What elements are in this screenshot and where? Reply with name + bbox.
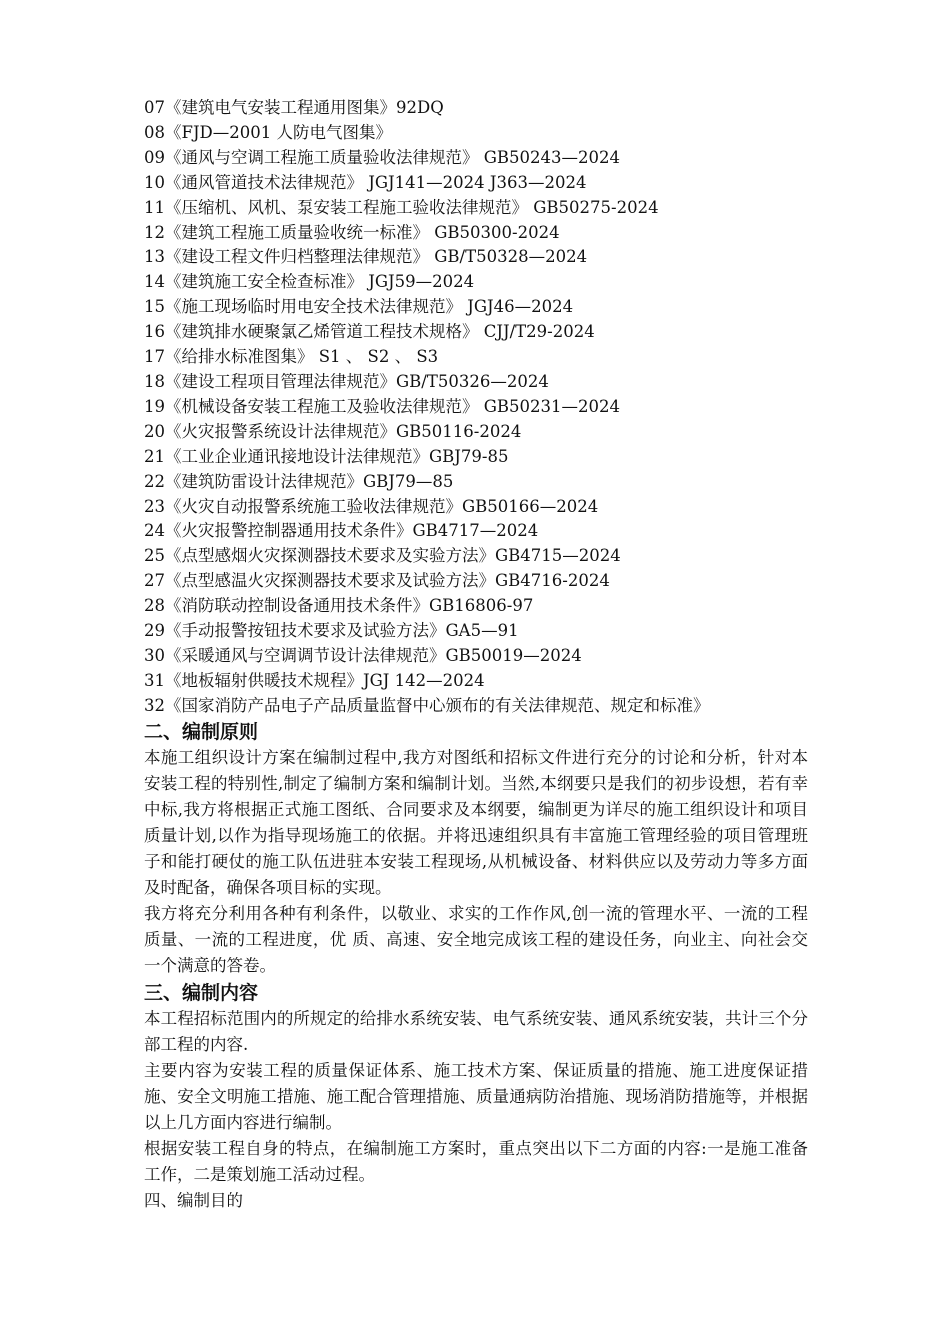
reference-item: 22《建筑防雷设计法律规范》GBJ79—85	[144, 471, 454, 491]
reference-item: 20《火灾报警系统设计法律规范》GB50116-2024	[144, 421, 522, 441]
reference-item: 21《工业企业通讯接地设计法律规范》GBJ79-85	[144, 446, 509, 466]
reference-item: 31《地板辐射供暖技术规程》JGJ 142—2024	[144, 670, 485, 690]
reference-item: 32《国家消防产品电子产品质量监督中心颁布的有关法律规范、规定和标准》	[144, 695, 710, 715]
reference-item: 29《手动报警按钮技术要求及试验方法》GA5—91	[144, 621, 519, 641]
reference-item: 23《火灾自动报警系统施工验收法律规范》GB50166—2024	[144, 496, 599, 516]
reference-item: 24《火灾报警控制器通用技术条件》GB4717—2024	[144, 521, 539, 541]
reference-item: 27《点型感温火灾探测器技术要求及试验方法》GB4716-2024	[144, 571, 610, 591]
reference-item: 25《点型感烟火灾探测器技术要求及实验方法》GB4715—2024	[144, 546, 621, 566]
section-heading-content: 三、编制内容	[144, 981, 259, 1004]
reference-item: 28《消防联动控制设备通用技术条件》GB16806-97	[144, 596, 534, 616]
section-heading-principles: 二、编制原则	[144, 720, 259, 743]
paragraph: 我方将充分利用各种有利条件，以敬业、求实的工作作风,创一流的管理水平、一流的工程质量、一流的工程进度，优 质、高速、安全地完成该工程的建设任务，向业主、向社会交一个满意的答卷。	[144, 904, 808, 976]
paragraph: 根据安装工程自身的特点，在编制施工方案时，重点突出以下二方面的内容:一是施工准备工作，二是策划施工活动过程。	[144, 1138, 808, 1185]
reference-item: 07《建筑电气安装工程通用图集》92DQ	[144, 98, 444, 117]
reference-item: 15《施工现场临时用电安全技术法律规范》 JGJ46—2024	[144, 297, 574, 317]
reference-item: 11《压缩机、风机、泵安装工程施工验收法律规范》 GB50275-2024	[144, 197, 659, 217]
reference-item: 19《机械设备安装工程施工及验收法律规范》 GB50231—2024	[144, 396, 621, 416]
reference-item: 17《给排水标准图集》 S1 、 S2 、 S3	[144, 347, 439, 367]
reference-item: 30《采暖通风与空调调节设计法律规范》GB50019—2024	[144, 645, 582, 665]
paragraph: 本施工组织设计方案在编制过程中,我方对图纸和招标文件进行充分的讨论和分析，针对本安装工程的特别性,制定了编制方案和编制计划。当然,本纲要只是我们的初步设想，若有幸中标,我方将根据正式施工图纸、合同要求及本纲要，编制更为详尽的施工组织设计和项目质量计划,以作为指导现场施工的依据。并将迅速组织具有丰富施工管理经验的项目管理班子和能打硬仗的施工队伍进驻本安装工程现场,从机械设备、材料供应以及劳动力等多方面及时配备，确保各项目标的实现。	[144, 747, 808, 898]
reference-item: 13《建设工程文件归档整理法律规范》 GB/T50328—2024	[144, 247, 588, 267]
reference-item: 08《FJD—2001 人防电气图集》	[144, 122, 393, 142]
reference-item: 09《通风与空调工程施工质量验收法律规范》 GB50243—2024	[144, 147, 621, 167]
reference-item: 10《通风管道技术法律规范》 JGJ141—2024 J363—2024	[144, 172, 587, 192]
reference-item: 12《建筑工程施工质量验收统一标准》 GB50300-2024	[144, 222, 560, 242]
document-page	[144, 96, 808, 1214]
reference-item: 18《建设工程项目管理法律规范》GB/T50326—2024	[144, 371, 549, 391]
paragraph: 本工程招标范围内的所规定的给排水系统安装、电气系统安装、通风系统安装，共计三个分部工程的内容.	[144, 1008, 808, 1054]
reference-item: 16《建筑排水硬聚氯乙烯管道工程技术规格》 CJJ/T29-2024	[144, 322, 595, 342]
paragraph: 主要内容为安装工程的质量保证体系、施工技术方案、保证质量的措施、施工进度保证措施、安全文明施工措施、施工配合管理措施、质量通病防治措施、现场消防措施等，并根据以上几方面内容进行编制。	[144, 1060, 808, 1132]
reference-list	[144, 96, 808, 719]
reference-item: 14《建筑施工安全检查标准》 JGJ59—2024	[144, 272, 475, 292]
section-heading-purpose: 四、编制目的	[144, 1191, 243, 1211]
